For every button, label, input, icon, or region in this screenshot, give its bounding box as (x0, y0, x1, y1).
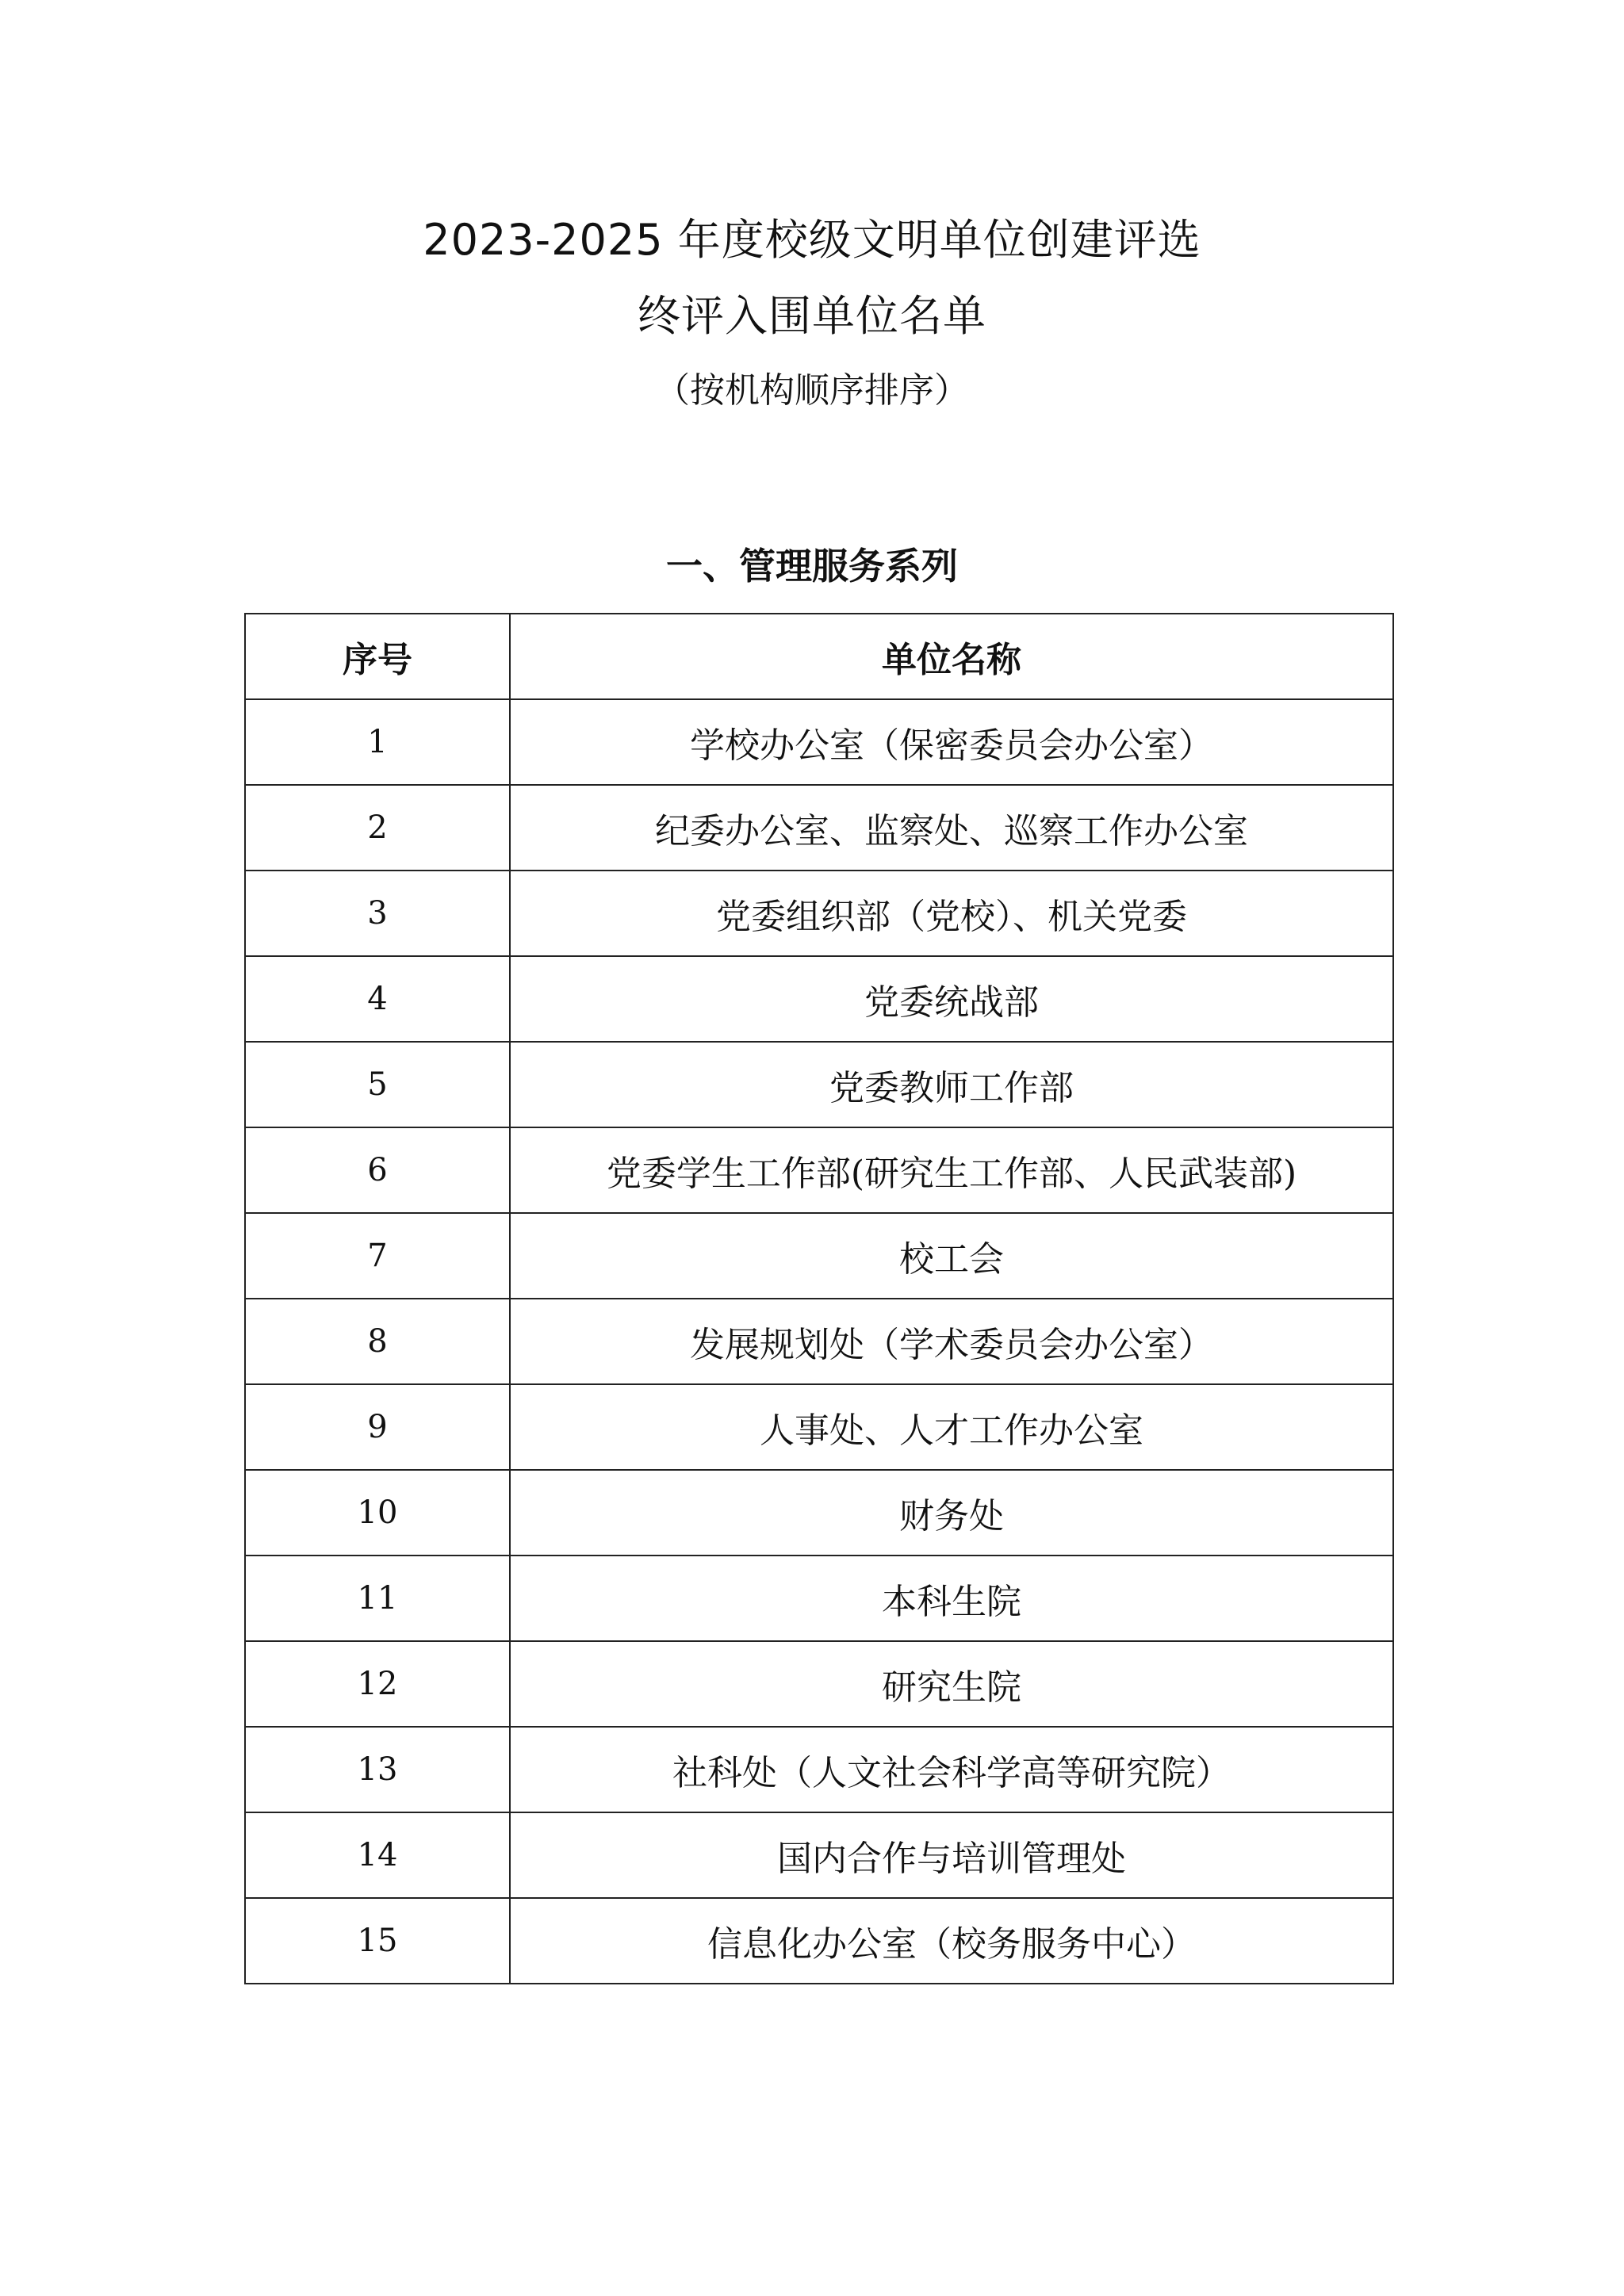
row-unit-name: 研究生院 (510, 1641, 1393, 1727)
units-table (244, 613, 1394, 1984)
table-row (245, 1213, 1393, 1299)
row-unit-name: 信息化办公室（校务服务中心） (510, 1898, 1393, 1984)
row-index: 6 (245, 1127, 510, 1213)
row-index: 10 (245, 1470, 510, 1556)
table-row (245, 1127, 1393, 1213)
table-row (245, 1641, 1393, 1727)
row-index: 5 (245, 1042, 510, 1127)
row-index: 12 (245, 1641, 510, 1727)
table-row (245, 699, 1393, 785)
row-index: 7 (245, 1213, 510, 1299)
row-unit-name: 党委统战部 (510, 956, 1393, 1042)
table-header-row (245, 614, 1393, 699)
table-row (245, 1727, 1393, 1812)
row-index: 14 (245, 1812, 510, 1898)
row-unit-name: 本科生院 (510, 1556, 1393, 1641)
row-index: 9 (245, 1384, 510, 1470)
row-index: 1 (245, 699, 510, 785)
row-unit-name: 社科处（人文社会科学高等研究院） (510, 1727, 1393, 1812)
row-unit-name: 党委学生工作部(研究生工作部、人民武装部) (510, 1127, 1393, 1213)
row-unit-name: 学校办公室（保密委员会办公室） (510, 699, 1393, 785)
row-unit-name: 财务处 (510, 1470, 1393, 1556)
row-index: 3 (245, 871, 510, 956)
row-unit-name: 纪委办公室、监察处、巡察工作办公室 (510, 785, 1393, 871)
section-heading: 一、管理服务系列 (666, 545, 958, 587)
row-index: 4 (245, 956, 510, 1042)
table-row (245, 1556, 1393, 1641)
row-index: 13 (245, 1727, 510, 1812)
row-unit-name: 校工会 (510, 1213, 1393, 1299)
table-row (245, 1384, 1393, 1470)
row-unit-name: 人事处、人才工作办公室 (510, 1384, 1393, 1470)
table-row (245, 785, 1393, 871)
row-unit-name: 党委组织部（党校）、机关党委 (510, 871, 1393, 956)
row-index: 8 (245, 1299, 510, 1384)
table-row (245, 1812, 1393, 1898)
column-header-unit-name: 单位名称 (510, 614, 1393, 699)
row-unit-name: 党委教师工作部 (510, 1042, 1393, 1127)
document-header (0, 202, 1624, 416)
table-row (245, 956, 1393, 1042)
document-title-line-1: 2023-2025 年度校级文明单位创建评选 (423, 215, 1201, 265)
row-index: 2 (245, 785, 510, 871)
document-title-line-2: 终评入围单位名单 (638, 291, 986, 341)
table-row (245, 871, 1393, 956)
table-row (245, 1299, 1393, 1384)
document-subtitle: （按机构顺序排序） (655, 370, 969, 411)
table-row (245, 1042, 1393, 1127)
column-header-index: 序号 (245, 614, 510, 699)
row-index: 15 (245, 1898, 510, 1984)
table-row (245, 1898, 1393, 1984)
table-row (245, 1470, 1393, 1556)
row-unit-name: 发展规划处（学术委员会办公室） (510, 1299, 1393, 1384)
row-index: 11 (245, 1556, 510, 1641)
row-unit-name: 国内合作与培训管理处 (510, 1812, 1393, 1898)
